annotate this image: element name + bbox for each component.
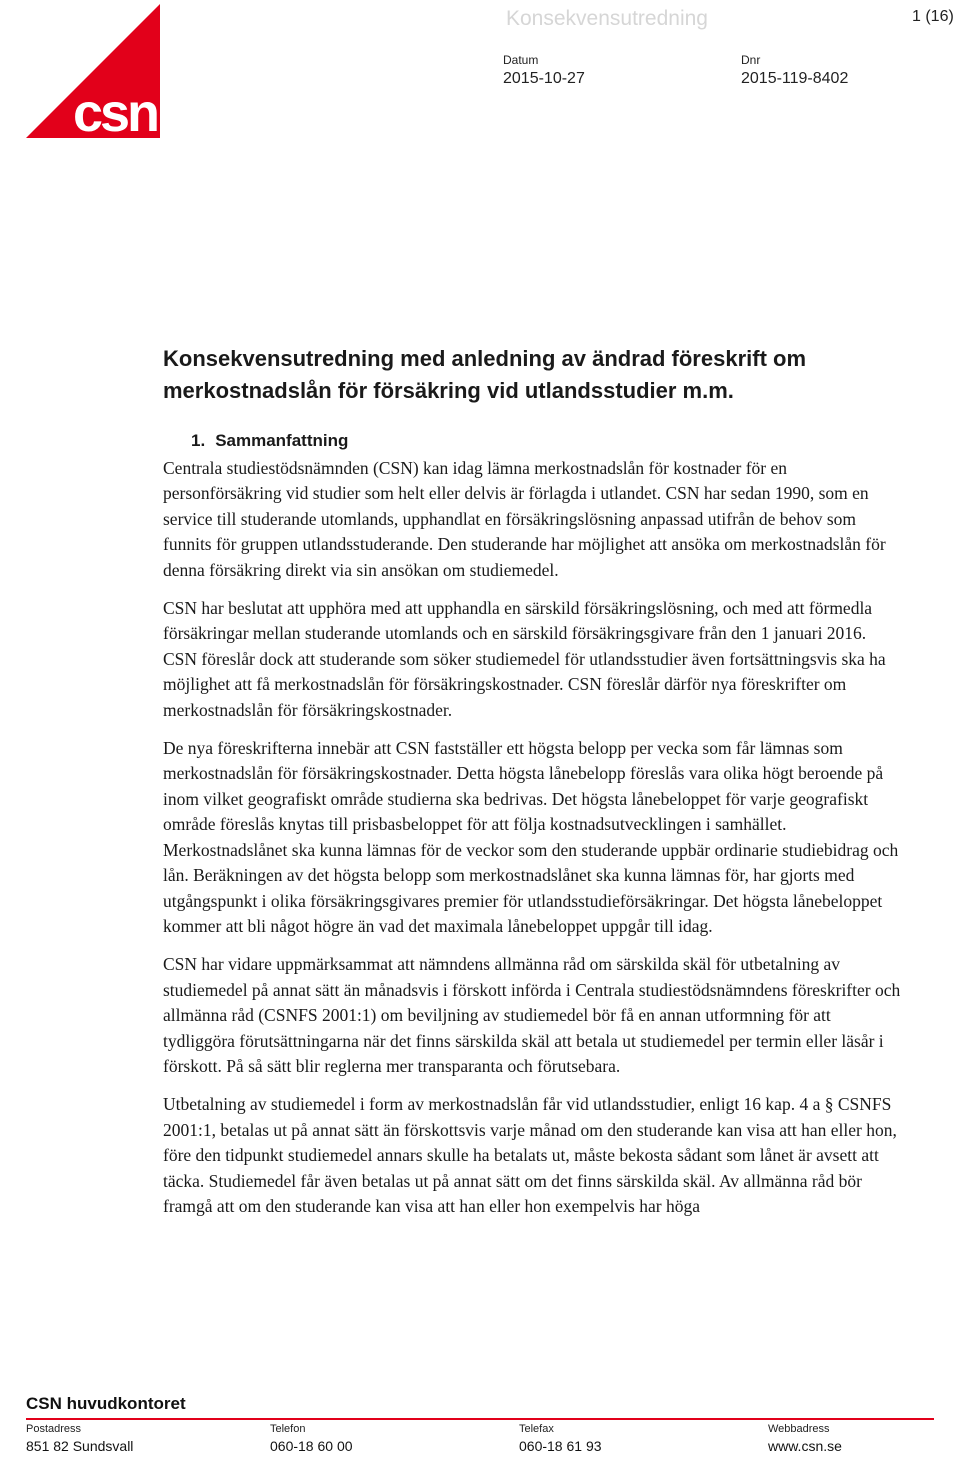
document-title: Konsekvensutredning med anledning av ändrad föreskrift om merkostnadslån för försäkring vid utlandsstudier m.m.	[163, 346, 807, 403]
date-value: 2015-10-27	[503, 70, 585, 87]
page-number: 1 (16)	[912, 8, 954, 25]
phone-value: 060-18 60 00	[270, 1438, 353, 1454]
postal-value: 851 82 Sundsvall	[26, 1438, 134, 1454]
logo-text: csn	[72, 83, 157, 138]
section-heading	[191, 428, 903, 454]
paragraph-1: Centrala studiestödsnämnden (CSN) kan idag lämna merkostnadslån för kostnader för en personförsäkring vid studier som helt eller delvis är förlagda i utlandet. CSN har sedan 1990, som en service till studerande utomlands, upphandlat en försäkringslösning anpassad utifrån de behov som funnits för gruppen utlandsstuderande. Den studerande har möjlighet att ansöka om merkostnadslån för denna försäkring direkt via sin ansökan om studiemedel.	[163, 458, 886, 580]
document-type-label: Konsekvensutredning	[506, 7, 708, 30]
fax-value: 060-18 61 93	[519, 1438, 602, 1454]
web-value: www.csn.se	[768, 1438, 842, 1454]
paragraph-4: CSN har vidare uppmärksammat att nämndens allmänna råd om särskilda skäl för utbetalning av studiemedel på annat sätt än månadsvis i förskott införda i Centrala studiestödsnämndens föreskrifter och allmänna råd (CSNFS 2001:1) om beviljning av studiemedel bör få en annan utformning för att tydliggöra förutsättningarna när det finns särskilda skäl att betala ut studiemedel per termin eller läsår i förskott. På så sätt blir reglerna mer transparanta och förutsebara.	[163, 954, 901, 1076]
paragraph-3: De nya föreskrifterna innebär att CSN fastställer ett högsta belopp per vecka som får lämnas som merkostnadslån för försäkringskostnader. Detta högsta lånebelopp föreslås vara olika högt beroende på inom vilket geografiskt område studierna ska bedrivas. Det högsta lånebeloppet för varje geografiskt område föreslås knytas till prisbasbeloppet för att följa kostnadsutvecklingen i samhället. Merkostnadslånet ska kunna lämnas för de veckor som den studerande uppbär ordinarie studiebidrag och lån. Beräkningen av det högsta belopp som merkostnadslånet ska kunna lämnas för, har gjorts med utgångspunkt i olika försäkringsgivares premier för utlandsstudieförsäkringar. Det högsta lånebeloppet kommer att bli något högre än vad det maximala lånebeloppet uppgår till idag.	[163, 738, 899, 936]
dnr-label: Dnr	[741, 53, 761, 67]
date-block	[503, 53, 585, 88]
dnr-value: 2015-119-8402	[741, 70, 849, 87]
dnr-block	[741, 53, 848, 88]
document-body	[163, 428, 903, 1232]
paragraph-5: Utbetalning av studiemedel i form av merkostnadslån får vid utlandsstudier, enligt 16 kap. 4 a § CSNFS 2001:1, betalas ut på annat sätt än förskottsvis varje månad om den studerande kan visa att han eller hon, före den tidpunkt studiemedel annars skulle ha betalats ut, måste bekosta sådant som lånet är avsett att täcka. Studiemedel får även betalas ut på annat sätt om det finns särskilda skäl. Av allmänna råd bör framgå att om den studerande kan visa att han eller hon exempelvis har höga	[163, 1094, 897, 1216]
date-label: Datum	[503, 53, 539, 67]
section-number: 1.	[191, 431, 206, 450]
phone-label: Telefon	[270, 1423, 306, 1435]
footer-phone	[270, 1423, 353, 1454]
footer-organization: CSN huvudkontoret	[26, 1394, 186, 1413]
paragraph-2: CSN har beslutat att upphöra med att upphandla en särskild försäkringslösning, och med att förmedla försäkringar mellan studerande utomlands och en särskild försäkringsgivare från den 1 januari 2016. CSN föreslår dock att studerande som söker studiemedel för utlandsstudier även fortsättningsvis ska ha möjlighet att få merkostnadslån för försäkringskostnader. CSN föreslår därför nya föreskrifter om merkostnadslån för försäkringskostnader.	[163, 598, 886, 720]
section-title: Sammanfattning	[215, 431, 349, 450]
footer-web	[768, 1423, 842, 1454]
footer-fax	[519, 1423, 602, 1454]
postal-label: Postadress	[26, 1423, 82, 1435]
footer-divider	[26, 1418, 934, 1420]
web-label: Webbadress	[768, 1423, 830, 1435]
fax-label: Telefax	[519, 1423, 554, 1435]
csn-logo	[26, 4, 160, 138]
footer-postal	[26, 1423, 133, 1454]
